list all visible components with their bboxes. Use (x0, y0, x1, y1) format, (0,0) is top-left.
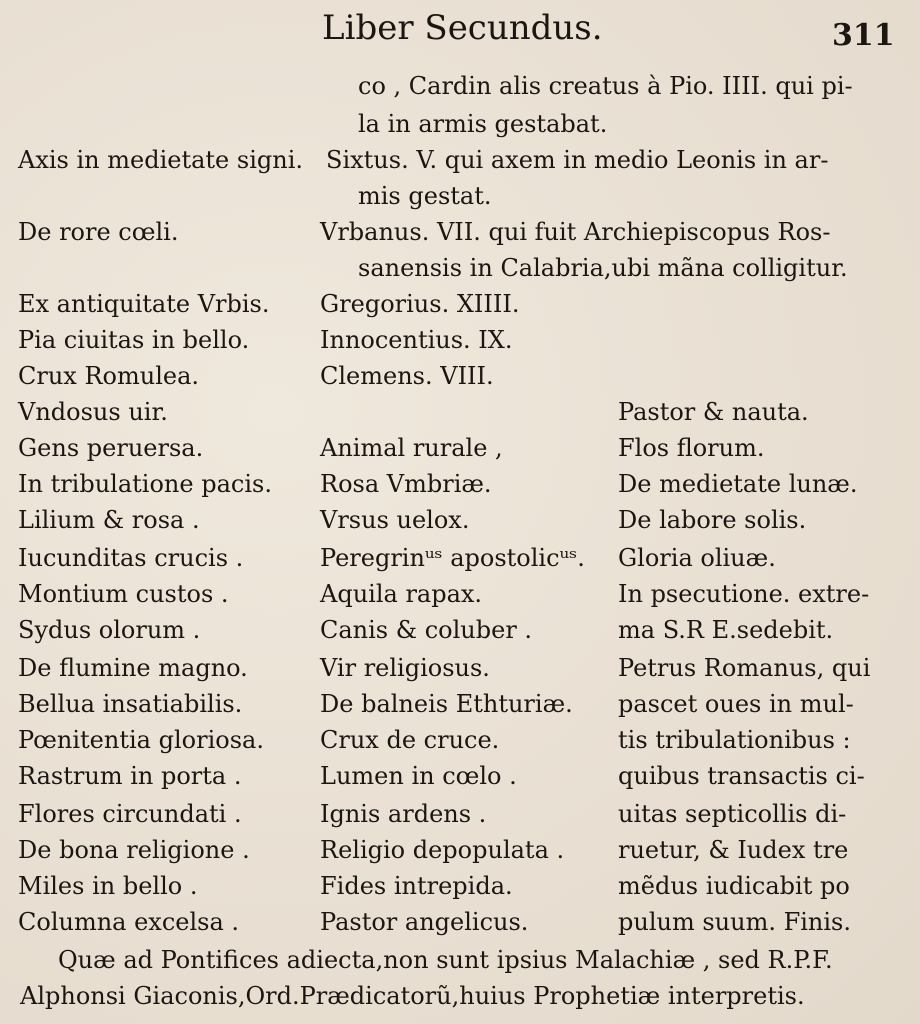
motto-text: De flumine magno. (18, 654, 248, 682)
motto-text: Pia ciuitas in bello. (18, 326, 250, 354)
pope-name: Canis & coluber . (320, 616, 533, 644)
motto-text: Lilium & rosa . (18, 506, 200, 534)
right-column-text: Petrus Romanus, qui (618, 654, 871, 682)
pope-name: Vir religiosus. (320, 654, 490, 682)
motto-text: Rastrum in porta . (18, 762, 242, 790)
right-column-text: tis tribulationibus : (618, 726, 851, 754)
motto-rore: De rore cœli. (18, 218, 179, 246)
motto-text: De bona religione . (18, 836, 250, 864)
right-column-text: Pastor & nauta. (618, 398, 809, 426)
pope-name: Pastor angelicus. (320, 908, 529, 936)
motto-text: Sydus olorum . (18, 616, 201, 644)
continuation-line: co , Cardin alis creatus à Pio. IIII. qui pi- (358, 72, 853, 100)
motto-text: Iucunditas crucis . (18, 544, 244, 572)
pope-name: Aquila rapax. (320, 580, 483, 608)
motto-text: Gens peruersa. (18, 434, 204, 462)
pope-rore: Vrbanus. VII. qui fuit Archiepiscopus Ros- (320, 218, 831, 246)
pope-name: Religio depopulata . (320, 836, 565, 864)
pope-axis: Sixtus. V. qui axem in medio Leonis in ar- (326, 146, 829, 174)
motto-text: Vndosus uir. (18, 398, 168, 426)
motto-text: Columna excelsa . (18, 908, 240, 936)
right-column-text: quibus transactis ci- (618, 762, 865, 790)
right-column-text: In psecutione. extre- (618, 580, 870, 608)
pope-name: Vrsus uelox. (320, 506, 470, 534)
page-number: 311 (832, 18, 895, 53)
pope-name: Clemens. VIII. (320, 362, 494, 390)
motto-text: Flores circundati . (18, 800, 242, 828)
right-column-text: Flos florum. (618, 434, 765, 462)
pope-name: Rosa Vmbriæ. (320, 470, 492, 498)
pope-name: Peregrinᵘˢ apostolicᵘˢ. (320, 544, 585, 572)
continuation-line: la in armis gestabat. (358, 110, 608, 138)
pope-name: Lumen in cœlo . (320, 762, 517, 790)
right-column-text: uitas septicollis di- (618, 800, 847, 828)
running-header-title: Liber Secundus. (322, 8, 603, 48)
motto-axis: Axis in medietate signi. (18, 146, 303, 174)
pope-name: De balneis Ethturiæ. (320, 690, 573, 718)
motto-text: Ex antiquitate Vrbis. (18, 290, 270, 318)
pope-name: Fides intrepida. (320, 872, 513, 900)
motto-text: Crux Romulea. (18, 362, 200, 390)
motto-text: Pœnitentia gloriosa. (18, 726, 264, 754)
right-column-text: pascet oues in mul- (618, 690, 854, 718)
right-column-text: ma S.R E.sedebit. (618, 616, 834, 644)
footer-note: Alphonsi Giaconis,Ord.Prædicatorũ,huius Prophetiæ interpretis. (20, 982, 805, 1010)
pope-name: Ignis ardens . (320, 800, 487, 828)
footer-note: Quæ ad Pontifices adiecta,non sunt ipsius Malachiæ , sed R.P.F. (58, 946, 833, 974)
motto-text: Bellua insatiabilis. (18, 690, 243, 718)
right-column-text: ruetur, & Iudex tre (618, 836, 849, 864)
motto-text: In tribulatione pacis. (18, 470, 272, 498)
right-column-text: Gloria oliuæ. (618, 544, 776, 572)
pope-name: Crux de cruce. (320, 726, 500, 754)
continuation-line: sanensis in Calabria,ubi mãna colligitur. (358, 254, 848, 282)
continuation-line: mis gestat. (358, 182, 492, 210)
pope-name: Innocentius. IX. (320, 326, 513, 354)
right-column-text: De labore solis. (618, 506, 807, 534)
motto-text: Montium custos . (18, 580, 229, 608)
right-column-text: mẽdus iudicabit po (618, 872, 850, 900)
right-column-text: De medietate lunæ. (618, 470, 858, 498)
motto-text: Miles in bello . (18, 872, 198, 900)
right-column-text: pulum suum. Finis. (618, 908, 851, 936)
pope-name: Gregorius. XIIII. (320, 290, 520, 318)
pope-name: Animal rurale , (320, 434, 503, 462)
